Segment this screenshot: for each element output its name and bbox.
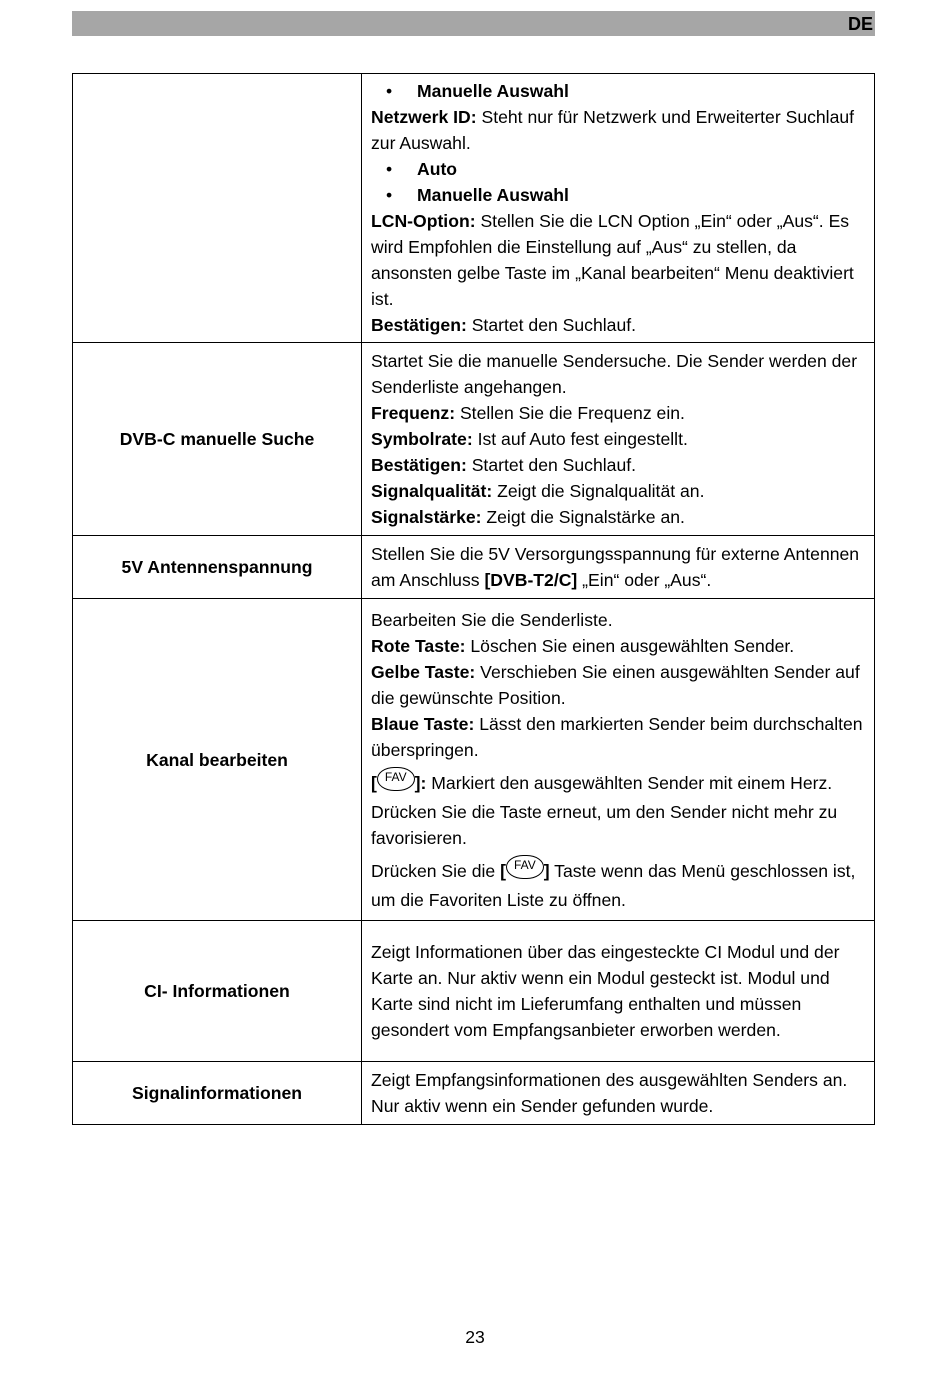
table-row	[73, 343, 875, 536]
paragraph	[371, 541, 866, 593]
connector-label: [DVB-T2/C]	[484, 570, 578, 590]
row-label: CI- Informationen	[73, 921, 362, 1062]
row-description	[362, 921, 875, 1062]
table-row	[73, 536, 875, 599]
header-bar	[72, 11, 875, 36]
paragraph	[371, 312, 866, 338]
definition: Ist auf Auto fest eingestellt.	[472, 429, 688, 449]
list-item	[371, 156, 866, 182]
page-number: 23	[465, 1327, 485, 1347]
bullet-icon: •	[386, 159, 393, 179]
paragraph: Zeigt Informationen über das eingesteckte CI Modul und der Karte an. Nur aktiv wenn ein Modul gesteckt ist. Modul und Karte sind nicht im Lieferumfang enthalten und müssen gesondert vom Empfangsanbieter erworben werden.	[371, 942, 840, 1040]
term: Rote Taste:	[371, 635, 466, 656]
fav-button-icon: FAV	[506, 855, 544, 879]
term: Gelbe Taste:	[371, 661, 476, 682]
paragraph	[371, 452, 866, 478]
bracket: [	[371, 772, 377, 793]
definition: Stellen Sie die LCN Option „Ein“ oder „Aus“. Es wird Empfohlen die Einstellung auf „Aus“ zu stellen, da ansonsten gelbe Taste im „Kanal bearbeiten“ Menu deaktiviert ist.	[371, 211, 854, 309]
term: Blaue Taste:	[371, 713, 475, 734]
definition: Stellen Sie die Frequenz ein.	[455, 403, 685, 423]
paragraph	[371, 208, 866, 312]
paragraph	[371, 711, 866, 763]
table-row	[73, 599, 875, 921]
list-item	[371, 182, 866, 208]
row-description	[362, 1062, 875, 1125]
term: Frequenz:	[371, 403, 456, 423]
bullet-text: Manuelle Auswahl	[417, 185, 569, 205]
paragraph: Startet Sie die manuelle Sendersuche. Die Sender werden der Senderliste angehangen.	[371, 351, 858, 397]
bracket: ]:	[414, 772, 427, 793]
text: „Ein“ oder „Aus“.	[577, 570, 712, 590]
term: Signalstärke:	[371, 507, 482, 527]
row-label	[73, 74, 362, 343]
bullet-icon: •	[386, 81, 393, 101]
table-row	[73, 74, 875, 343]
bullet-text: Auto	[417, 159, 458, 179]
paragraph	[371, 426, 866, 452]
bracket: [	[500, 860, 506, 881]
definition: Lässt den markierten Sender beim durchschalten überspringen.	[371, 713, 863, 760]
paragraph	[371, 478, 866, 504]
definition: Zeigt die Signalqualität an.	[492, 481, 705, 501]
table-row	[73, 1062, 875, 1125]
fav-button-icon: FAV	[377, 767, 415, 791]
bullet-icon: •	[386, 185, 393, 205]
row-label: 5V Antennenspannung	[73, 536, 362, 599]
language-code: DE	[847, 14, 873, 34]
bracket: ]	[543, 860, 550, 881]
paragraph	[371, 104, 866, 156]
text: Drücken Sie die	[371, 860, 501, 881]
term: Bestätigen:	[371, 315, 467, 335]
row-description	[362, 343, 875, 536]
list-item	[371, 78, 866, 104]
text: Taste wenn das Menü geschlossen ist, um die Favoriten Liste zu öffnen.	[371, 860, 856, 910]
paragraph	[371, 400, 866, 426]
row-label: DVB-C manuelle Suche	[73, 343, 362, 536]
term: Netzwerk ID:	[371, 107, 477, 127]
paragraph	[371, 633, 866, 659]
term: Bestätigen:	[371, 455, 467, 475]
paragraph: Bearbeiten Sie die Senderliste.	[371, 609, 613, 630]
definition: Startet den Suchlauf.	[466, 315, 637, 335]
row-description	[362, 536, 875, 599]
term: Symbolrate:	[371, 429, 473, 449]
row-description	[362, 599, 875, 921]
definition: Zeigt die Signalstärke an.	[481, 507, 685, 527]
paragraph	[371, 770, 866, 851]
settings-table	[72, 73, 875, 1125]
paragraph	[371, 504, 866, 530]
definition: Löschen Sie einen ausgewählten Sender.	[465, 635, 795, 656]
definition: Startet den Suchlauf.	[466, 455, 637, 475]
text: Stellen Sie die 5V Versorgungsspannung für externe Antennen am Anschluss	[371, 544, 860, 590]
row-description	[362, 74, 875, 343]
paragraph	[371, 858, 866, 913]
bullet-text: Manuelle Auswahl	[417, 81, 569, 101]
paragraph	[371, 659, 866, 711]
definition: Verschieben Sie einen ausgewählten Sender auf die gewünschte Position.	[371, 661, 860, 708]
row-label: Signalinformationen	[73, 1062, 362, 1125]
paragraph: Zeigt Empfangsinformationen des ausgewählten Senders an. Nur aktiv wenn ein Sender gefunden wurde.	[371, 1070, 848, 1116]
term: LCN-Option:	[371, 211, 476, 231]
definition: Markiert den ausgewählten Sender mit einem Herz. Drücken Sie die Taste erneut, um den Sender nicht mehr zu favorisieren.	[371, 772, 838, 848]
definition: Steht nur für Netzwerk und Erweiterter Suchlauf zur Auswahl.	[371, 107, 855, 153]
row-label: Kanal bearbeiten	[73, 599, 362, 921]
term: Signalqualität:	[371, 481, 493, 501]
table-row	[73, 921, 875, 1062]
